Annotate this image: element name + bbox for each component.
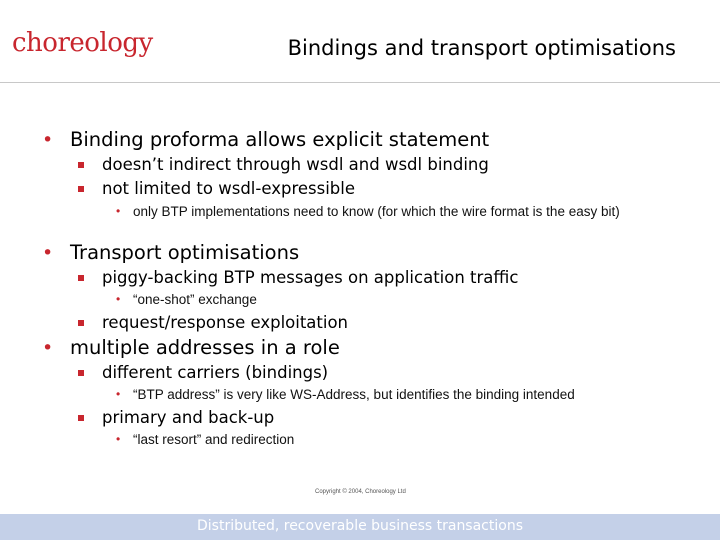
sub-bullet-primary-backup	[102, 408, 274, 427]
bullet-dot-icon: •	[116, 387, 121, 401]
square-bullet-icon	[78, 320, 84, 326]
bullet-dot-icon: •	[42, 129, 54, 151]
bullet-dot-icon: •	[42, 242, 54, 264]
sub-bullet-text: doesn’t indirect through wsdl and wsdl binding	[102, 155, 489, 174]
sub-bullet-wsdl-indirect	[102, 155, 489, 174]
bullet-text: Transport optimisations	[70, 241, 300, 264]
sub-bullet-text: request/response exploitation	[102, 313, 349, 332]
sub-sub-bullet-last-resort	[116, 431, 295, 448]
bullet-text: Binding proforma allows explicit statement	[70, 128, 490, 151]
sub-bullet-text: different carriers (bindings)	[102, 363, 329, 382]
square-bullet-icon	[78, 370, 84, 376]
sub-sub-bullet-text: “BTP address” is very like WS-Address, but identifies the binding intended	[133, 387, 575, 402]
footer-text: Distributed, recoverable business transactions	[197, 518, 523, 534]
sub-sub-bullet-text: “last resort” and redirection	[133, 432, 295, 447]
square-bullet-icon	[78, 415, 84, 421]
choreology-logo: choreology	[12, 28, 153, 58]
copyright-notice: Copyright © 2004, Choreology Ltd	[315, 489, 406, 495]
sub-bullet-text: primary and back-up	[102, 408, 275, 427]
bullet-dot-icon: •	[116, 432, 121, 446]
sub-sub-bullet-one-shot	[116, 291, 257, 308]
slide-title: Bindings and transport optimisations	[287, 36, 676, 60]
sub-bullet-wsdl-expressible	[102, 179, 355, 198]
bullet-multiple-addresses	[42, 336, 340, 359]
bullet-dot-icon: •	[116, 204, 121, 218]
sub-bullet-request-response	[102, 313, 348, 332]
footer-bar	[0, 514, 720, 540]
sub-bullet-text: piggy-backing BTP messages on application traffic	[102, 268, 519, 287]
square-bullet-icon	[78, 186, 84, 192]
bullet-text: multiple addresses in a role	[70, 336, 340, 359]
square-bullet-icon	[78, 162, 84, 168]
sub-bullet-different-carriers	[102, 363, 328, 382]
header-divider	[0, 82, 720, 83]
sub-bullet-text: not limited to wsdl-expressible	[102, 179, 356, 198]
square-bullet-icon	[78, 275, 84, 281]
sub-sub-bullet-text: “one-shot” exchange	[133, 292, 257, 307]
bullet-dot-icon: •	[116, 292, 121, 306]
sub-bullet-piggy-backing	[102, 268, 518, 287]
bullet-binding-proforma	[42, 128, 490, 151]
sub-sub-bullet-btp-address	[116, 386, 575, 403]
bullet-transport-optimisations	[42, 241, 300, 264]
bullet-dot-icon: •	[42, 337, 54, 359]
sub-sub-bullet-text: only BTP implementations need to know (for which the wire format is the easy bit)	[133, 204, 620, 219]
sub-sub-bullet-btp-implementations	[116, 203, 673, 220]
